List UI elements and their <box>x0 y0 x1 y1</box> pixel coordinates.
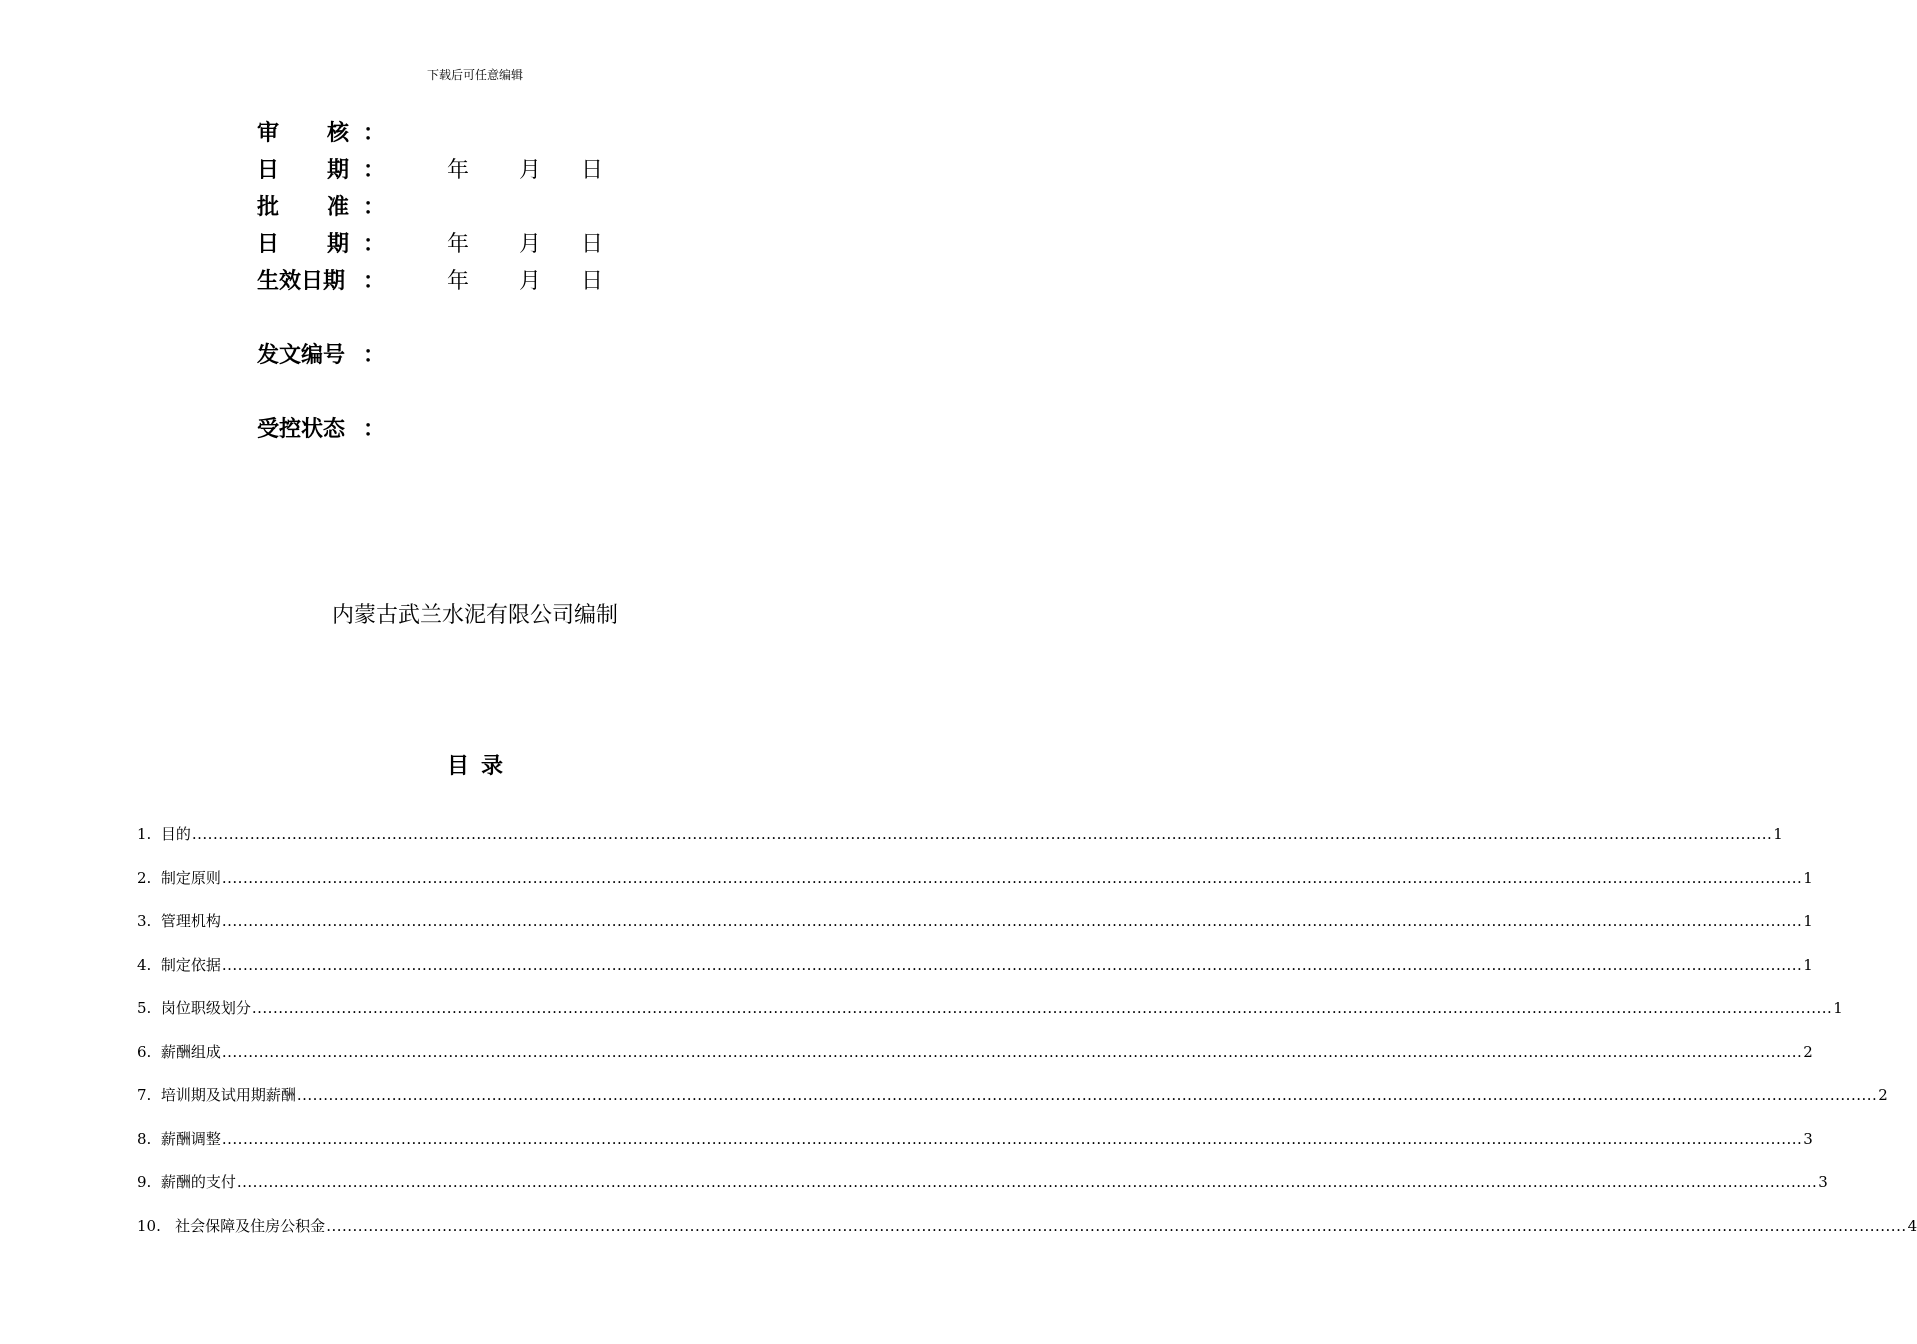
toc-item-number: 8. <box>137 1129 161 1148</box>
toc-item-number: 2. <box>137 868 161 887</box>
toc-item[interactable] <box>137 1214 1917 1258</box>
toc-item[interactable] <box>137 1040 1813 1084</box>
toc-item-text: 社会保障及住房公积金 <box>175 1216 326 1235</box>
approval-colon: ： <box>363 195 386 220</box>
toc-item-page: 2 <box>1878 1086 1888 1104</box>
toc-item-number: 9. <box>137 1173 161 1191</box>
approval-label: 受控状态 <box>257 417 346 442</box>
approval-label-char: 准 <box>327 195 350 220</box>
toc-item-text: 薪酬调整 <box>160 1129 221 1148</box>
toc-item[interactable] <box>137 909 1813 953</box>
toc-leader-dots: ............................................................................................................................................................................................................................................................................................................ <box>221 1129 1803 1148</box>
toc-item-page: 1 <box>1803 912 1813 930</box>
toc-item-text: 薪酬组成 <box>160 1042 221 1061</box>
toc-leader-dots: ............................................................................................................................................................................................................................................................................................................ <box>236 1173 1818 1191</box>
date-day-label: 日 <box>581 269 604 294</box>
date-day-label: 日 <box>581 232 604 257</box>
toc-item[interactable] <box>137 1170 1828 1214</box>
date-year-label: 年 <box>447 232 470 257</box>
toc-item-text: 制定依据 <box>160 955 221 974</box>
date-year-label: 年 <box>447 269 470 294</box>
page-header-note: 下载后可任意编辑 <box>426 68 523 82</box>
toc-item-page: 1 <box>1803 868 1813 887</box>
approval-label-char: 核 <box>327 121 350 146</box>
approval-colon: ： <box>363 343 386 368</box>
toc-item-page: 1 <box>1803 955 1813 974</box>
toc-item-page: 1 <box>1833 999 1843 1017</box>
date-year-label: 年 <box>447 158 470 183</box>
table-of-contents <box>137 822 1917 1257</box>
approval-colon: ： <box>363 417 386 442</box>
approval-colon: ： <box>363 158 386 183</box>
approval-colon: ： <box>363 121 386 146</box>
toc-item-number: 6. <box>137 1042 161 1061</box>
approval-label: 发文编号 <box>257 343 346 368</box>
toc-item-number: 3. <box>137 912 161 930</box>
date-month-label: 月 <box>519 269 542 294</box>
toc-item-text: 薪酬的支付 <box>160 1173 236 1191</box>
approval-label-char: 期 <box>327 232 350 257</box>
toc-item-text: 培训期及试用期薪酬 <box>160 1086 296 1104</box>
toc-title: 目录 <box>446 754 515 779</box>
date-month-label: 月 <box>519 232 542 257</box>
toc-item[interactable] <box>137 1127 1813 1171</box>
toc-item[interactable] <box>137 1083 1888 1127</box>
toc-item-number: 10. <box>137 1216 176 1235</box>
approval-label-char: 批 <box>257 195 280 220</box>
approval-label: 生效日期 <box>257 269 346 294</box>
toc-item-number: 4. <box>137 955 161 974</box>
toc-item-page: 1 <box>1773 825 1783 843</box>
toc-leader-dots: ............................................................................................................................................................................................................................................................................................................ <box>191 825 1773 843</box>
toc-item-number: 5. <box>137 999 161 1017</box>
toc-item-text: 管理机构 <box>160 912 221 930</box>
date-day-label: 日 <box>581 158 604 183</box>
approval-colon: ： <box>363 269 386 294</box>
toc-leader-dots: ............................................................................................................................................................................................................................................................................................................ <box>326 1216 1907 1235</box>
toc-leader-dots: ............................................................................................................................................................................................................................................................................................................ <box>251 999 1833 1017</box>
company-name: 内蒙古武兰水泥有限公司编制 <box>331 603 618 628</box>
approval-label-char: 日 <box>257 158 280 183</box>
approval-colon: ： <box>363 232 386 257</box>
toc-item-page: 2 <box>1803 1042 1813 1061</box>
toc-item[interactable] <box>137 866 1813 910</box>
toc-item-number: 7. <box>137 1086 161 1104</box>
toc-item-page: 3 <box>1818 1173 1828 1191</box>
approval-label-char: 审 <box>257 121 280 146</box>
toc-leader-dots: ............................................................................................................................................................................................................................................................................................................ <box>221 912 1803 930</box>
toc-item[interactable] <box>137 996 1843 1040</box>
toc-item-number: 1. <box>137 825 161 843</box>
toc-leader-dots: ............................................................................................................................................................................................................................................................................................................ <box>296 1086 1878 1104</box>
date-month-label: 月 <box>519 158 542 183</box>
toc-item-text: 制定原则 <box>160 868 221 887</box>
toc-item[interactable] <box>137 822 1783 866</box>
toc-leader-dots: ............................................................................................................................................................................................................................................................................................................ <box>221 1042 1803 1061</box>
toc-leader-dots: ............................................................................................................................................................................................................................................................................................................ <box>221 955 1803 974</box>
toc-item-page: 3 <box>1803 1129 1813 1148</box>
toc-item[interactable] <box>137 953 1813 997</box>
approval-label-char: 期 <box>327 158 350 183</box>
toc-item-page: 4 <box>1907 1216 1917 1235</box>
toc-item-text: 目的 <box>160 825 191 843</box>
approval-label-char: 日 <box>257 232 280 257</box>
toc-item-text: 岗位职级划分 <box>160 999 251 1017</box>
toc-leader-dots: ............................................................................................................................................................................................................................................................................................................ <box>221 868 1803 887</box>
